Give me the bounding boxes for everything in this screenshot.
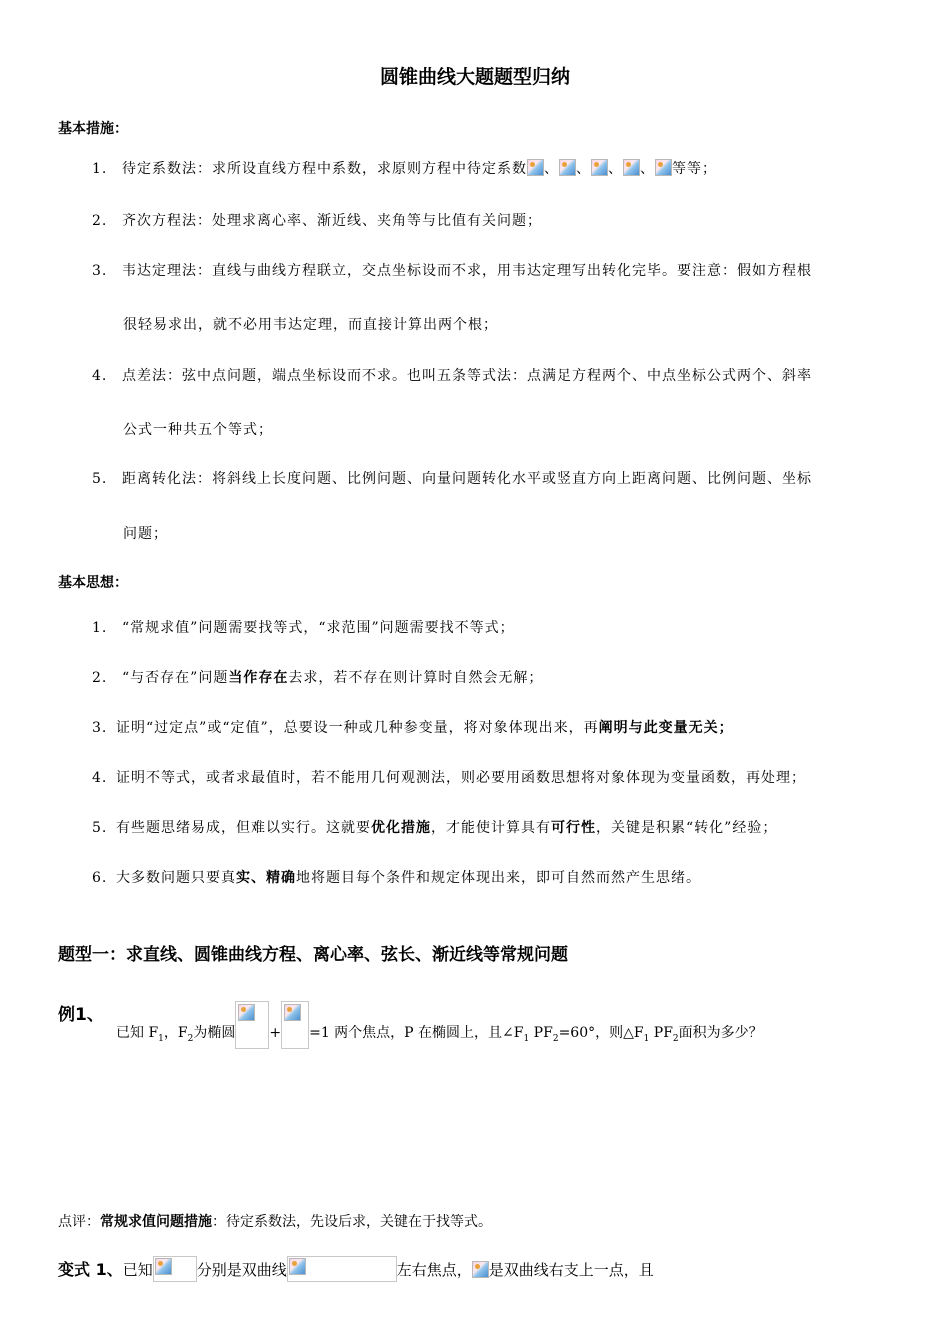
thinking-text: “常规求值”问题需要找等式，“求范围”问题需要找不等式； [122,620,515,636]
thinking-text: 大多数问题只要真 [116,870,236,886]
thinking-number: 3. [92,720,108,736]
example-1-text [116,1001,763,1049]
page-title: 圆锥曲线大题题型归纳 [379,66,570,88]
thinking-emphasis: 当作存在 [228,670,289,686]
method-number: 2. [92,213,108,229]
subscript: 1 [523,1033,530,1044]
comment-note [58,1211,492,1231]
type1-heading: 题型一：求直线、圆锥曲线方程、离心率、弦长、渐近线等常规问题 [58,945,568,965]
thinking-item-6 [92,867,912,887]
thinking-item-1 [92,617,912,637]
method-item-5-continued: 问题； [123,526,168,542]
subscript: 2 [552,1033,559,1044]
formula-image-icon [623,159,640,176]
subscript: 1 [643,1033,650,1044]
thinking-item-5 [92,817,912,837]
thinking-number: 5. [92,820,108,836]
note-emphasis: 常规求值问题措施 [100,1214,212,1230]
note-label: 点评： [58,1214,100,1230]
thinking-text: “与否存在”问题 [122,670,229,686]
method-text-end: 等等； [672,161,717,177]
example-text: ，F [163,1025,188,1041]
method-text: 点差法：弦中点问题，端点坐标设而不求。也叫五条等式法：点满足方程两个、中点坐标公式两个、斜率 [122,368,812,384]
method-item-3 [92,261,902,281]
thinking-item-4 [92,767,912,787]
fraction-image-frame [235,1001,269,1049]
note-text: ：待定系数法，先设后求，关键在于找等式。 [212,1214,492,1230]
example-1-label: 例1、 [58,1005,104,1025]
subscript: 1 [158,1033,164,1044]
example-text: PF [649,1025,673,1041]
method-number: 1. [92,161,108,177]
formula-image-icon [155,1258,172,1275]
method-item-3-continued: 很轻易求出，就不必用韦达定理，而直接计算出两个根； [123,317,498,333]
method-item-5 [92,469,902,489]
example-text: 已知 F [116,1025,159,1041]
thinking-item-3 [92,717,912,737]
method-item-4 [92,366,902,386]
formula-image-icon [655,159,672,176]
formula-image-icon [284,1004,301,1021]
variant-1 [58,1256,654,1282]
method-number: 5. [92,471,108,487]
variant-text: 已知 [122,1261,153,1279]
thinking-text-end: 地将题目每个条件和规定体现出来，即可自然而然产生思绪。 [296,870,701,886]
example-text: 面积为多少？ [678,1025,763,1041]
formula-image-icon [591,159,608,176]
methods-heading: 基本措施： [58,121,128,137]
method-number: 3. [92,263,108,279]
thinking-text-end: 去求，若不存在则计算时自然会无解； [288,670,544,686]
subscript: 2 [672,1033,679,1044]
thinking-text-mid: ，才能使计算具有 [431,820,551,836]
variant-label: 变式 1、 [58,1260,123,1279]
thinking-number: 6. [92,870,108,886]
formula-image-frame [287,1256,397,1282]
thinking-text-end: ，关键是积累“转化”经验； [596,820,778,836]
method-item-2 [92,211,902,231]
subscript: 2 [187,1033,194,1044]
method-text: 韦达定理法：直线与曲线方程联立，交点坐标设而不求，用韦达定理写出转化完毕。要注意：假如方程根 [122,263,812,279]
thinking-text: 证明“过定点”或“定值”，总要设一种或几种参变量，将对象体现出来，再 [116,720,599,736]
thinking-heading: 基本思想： [58,575,128,591]
thinking-emphasis: 优化措施 [371,820,431,836]
formula-image-icon [289,1258,306,1275]
variant-text: 分别是双曲线 [196,1261,287,1279]
method-text: 齐次方程法：处理求离心率、渐近线、夹角等与比值有关问题； [122,213,542,229]
variant-text: 是双曲线右支上一点，且 [488,1261,654,1279]
thinking-item-2 [92,667,912,687]
method-item-1: 1. 待定系数法：求所设直线方程中系数，求原则方程中待定系数 、 、 、 、 等等； [92,161,717,177]
fraction-image-frame [281,1001,309,1049]
method-item-4-continued: 公式一种共五个等式； [123,422,273,438]
thinking-number: 1. [92,620,108,636]
method-number: 4. [92,368,108,384]
thinking-text: 有些题思绪易成，但难以实行。这就要 [116,820,371,836]
formula-image-frame [153,1256,197,1282]
plus-sign: + [269,1025,282,1041]
example-text: =1 两个焦点，P 在椭圆上，且∠F [309,1025,524,1041]
example-text: PF [529,1025,553,1041]
thinking-text: 证明不等式，或者求最值时，若不能用几何观测法，则必要用函数思想将对象体现为变量函数，再处理； [116,770,806,786]
thinking-emphasis-2: 可行性 [551,820,596,836]
formula-image-icon [559,159,576,176]
thinking-emphasis: 实、精确 [236,870,296,886]
formula-image-icon [527,159,544,176]
example-text: 为椭圆 [193,1025,236,1041]
example-text: =60°，则△F [558,1025,644,1041]
thinking-emphasis: 阐明与此变量无关； [598,720,734,736]
method-text: 距离转化法：将斜线上长度问题、比例问题、向量问题转化水平或竖直方向上距离问题、比例问题、坐标 [122,471,812,487]
method-text: 待定系数法：求所设直线方程中系数，求原则方程中待定系数 [122,161,527,177]
thinking-number: 2. [92,670,108,686]
formula-image-icon [238,1004,255,1021]
formula-image-icon [472,1261,489,1278]
variant-text: 左右焦点， [396,1261,472,1279]
thinking-number: 4. [92,770,108,786]
